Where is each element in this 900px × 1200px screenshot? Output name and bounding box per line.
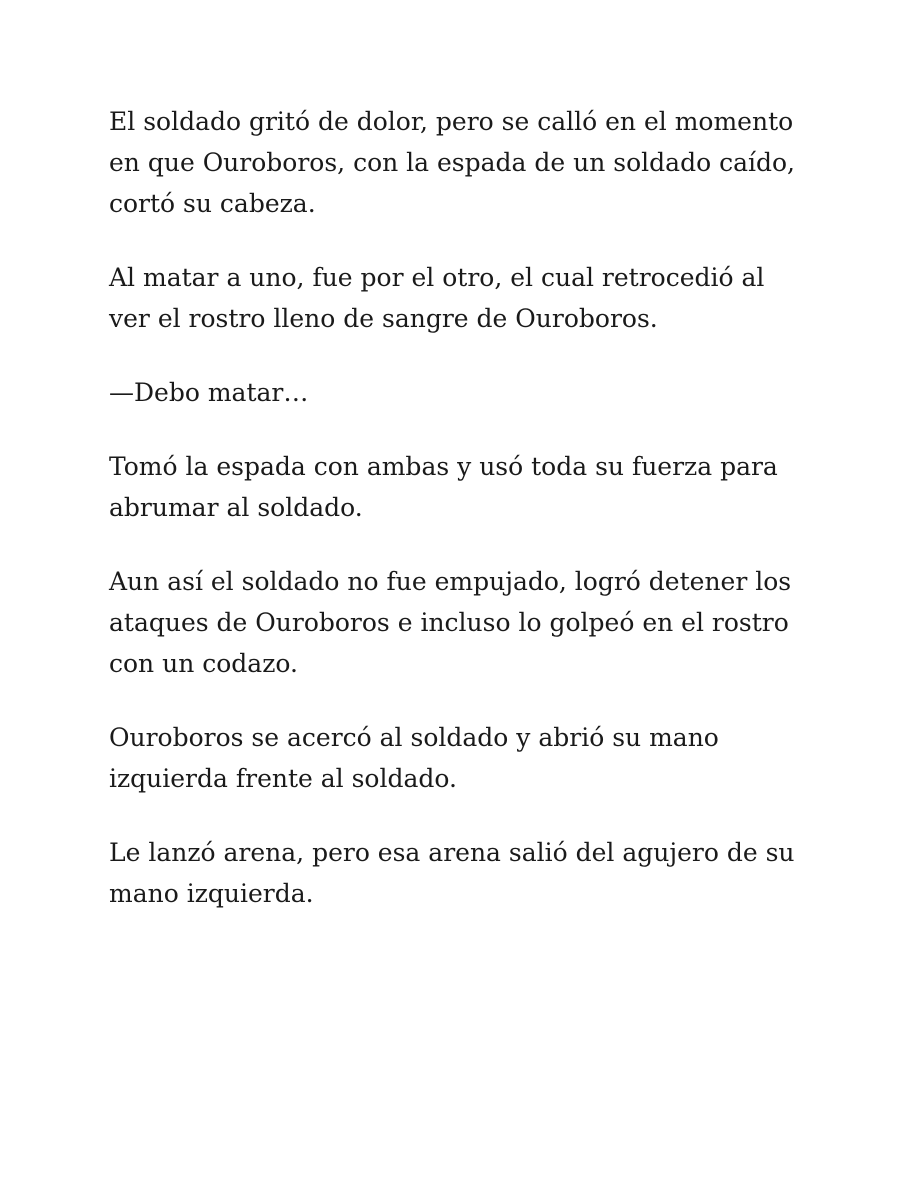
paragraph-5: Aun así el soldado no fue empujado, logró detener los ataques de Ouroboros e incluso lo golpeó en el rostro con un codazo. [109, 567, 792, 678]
paragraph-3-dialogue: —Debo matar… [109, 378, 309, 407]
paragraph-4: Tomó la espada con ambas y usó toda su fuerza para abrumar al soldado. [109, 452, 778, 522]
story-text-page [109, 101, 809, 947]
paragraph-7: Le lanzó arena, pero esa arena salió del agujero de su mano izquierda. [109, 838, 795, 908]
paragraph-1: El soldado gritó de dolor, pero se calló en el momento en que Ouroboros, con la espada de un soldado caído, cortó su cabeza. [109, 107, 795, 218]
paragraph-6: Ouroboros se acercó al soldado y abrió su mano izquierda frente al soldado. [109, 723, 719, 793]
paragraph-2: Al matar a uno, fue por el otro, el cual retrocedió al ver el rostro lleno de sangre de Ouroboros. [109, 263, 765, 333]
